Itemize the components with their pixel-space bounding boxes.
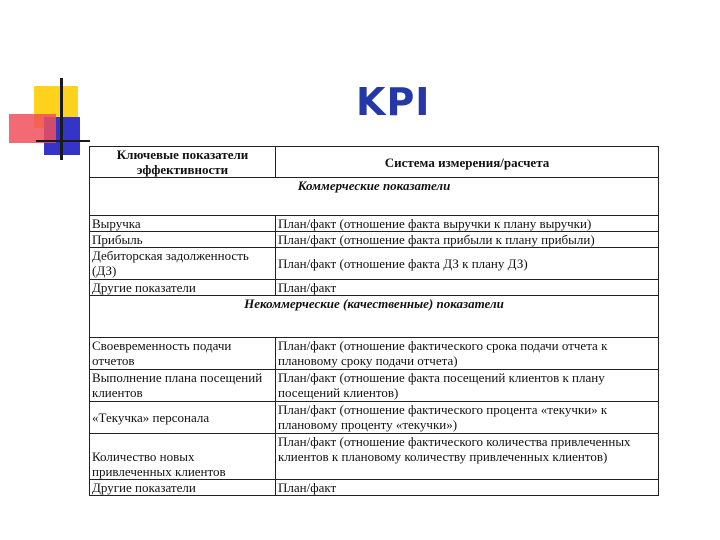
indicator-cell: Своевременность подачи отчетов [90,338,276,370]
section-heading: Некоммерческие (качественные) показатели [90,296,659,338]
measure-cell: План/факт (отношение фактического процента «текучки» к плановому проценту «текучки») [276,402,659,434]
indicator-cell: Выручка [90,216,276,232]
decor-red-square [9,114,56,143]
section-commercial [90,178,659,216]
table-header-row [90,147,659,178]
measure-cell: План/факт (отношение факта посещений клиентов к плану посещений клиентов) [276,370,659,402]
table-row [90,280,659,296]
measure-cell: План/факт (отношение факта ДЗ к плану ДЗ) [276,248,659,280]
table-row [90,216,659,232]
measure-cell: План/факт (отношение факта выручки к плану выручки) [276,216,659,232]
measure-cell: План/факт [276,480,659,496]
header-indicators: Ключевые показатели эффективности [90,147,276,178]
table-row [90,402,659,434]
header-measurement: Система измерения/расчета [276,147,659,178]
measure-cell: План/факт (отношение фактического срока подачи отчета к плановому сроку подачи отчета) [276,338,659,370]
table-row [90,248,659,280]
table-row [90,434,659,480]
decor-horizontal-line [36,140,90,142]
measure-cell: План/факт (отношение факта прибыли к плану прибыли) [276,232,659,248]
measure-cell: План/факт [276,280,659,296]
kpi-table [89,146,659,496]
indicator-cell: «Текучка» персонала [90,402,276,434]
section-non-commercial [90,296,659,338]
indicator-cell: Выполнение плана посещений клиентов [90,370,276,402]
slide-title: KPI [356,80,431,124]
indicator-cell: Дебиторская задолженность (ДЗ) [90,248,276,280]
table-row [90,480,659,496]
section-heading: Коммерческие показатели [90,178,659,216]
table-row [90,370,659,402]
indicator-cell: Другие показатели [90,480,276,496]
table-row [90,232,659,248]
measure-cell: План/факт (отношение фактического количества привлеченных клиентов к плановому количеству привлеченных клиентов) [276,434,659,480]
indicator-cell: Прибыль [90,232,276,248]
decor-vertical-line [60,78,63,160]
indicator-cell: Другие показатели [90,280,276,296]
table-row [90,338,659,370]
indicator-cell: Количество новых привлеченных клиентов [90,434,276,480]
